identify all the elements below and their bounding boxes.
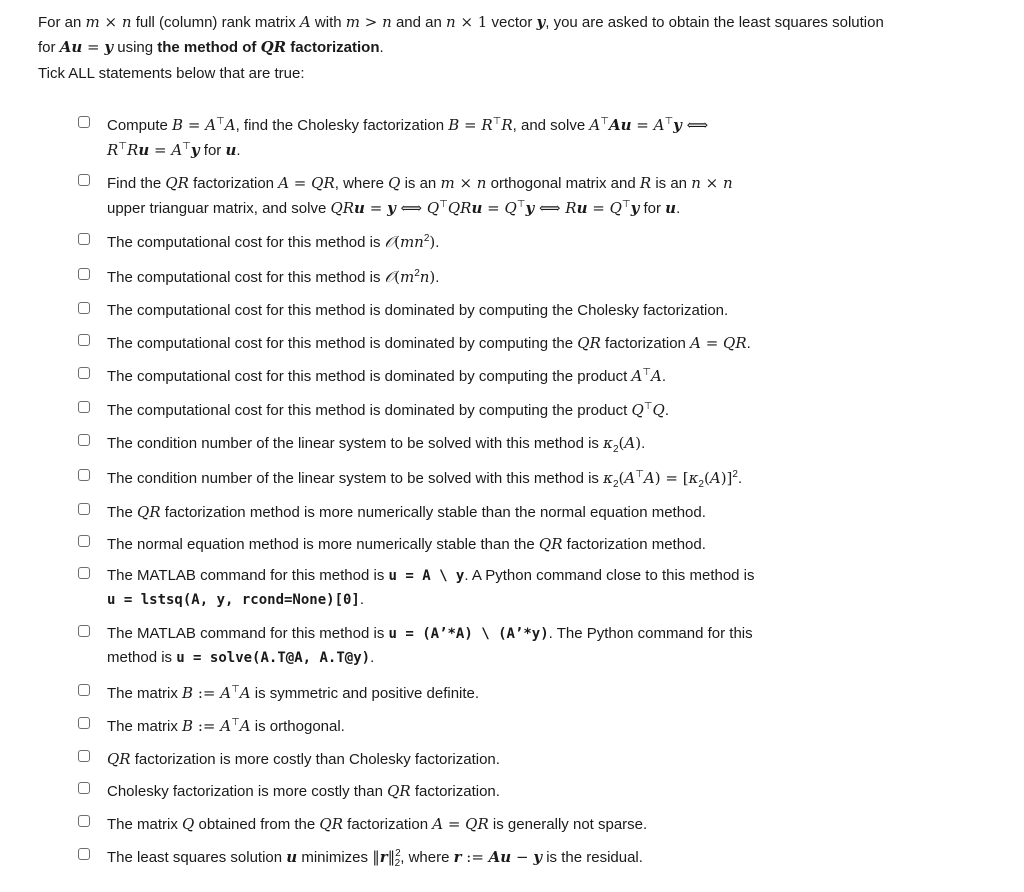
option-text: The matrix B := A⊤A is symmetric and positive definite.: [107, 684, 480, 702]
checkbox[interactable]: [78, 750, 90, 762]
option-text: The normal equation method is more numerically stable than the QR factorization method.: [107, 535, 706, 553]
option-text: Find the QR factorization A = QR, where Q is an m × n orthogonal matrix and R is an n × n upper trianguar matrix, and solve QRu = y ⟺ Q⊤QRu = Q⊤y ⟺ Ru = Q⊤y for u.: [107, 174, 733, 217]
checkbox[interactable]: [78, 174, 90, 186]
checkbox[interactable]: [78, 503, 90, 515]
option-text: The computational cost for this method is dominated by computing the product Q⊤Q.: [107, 401, 669, 419]
checkbox[interactable]: [78, 815, 90, 827]
checkbox[interactable]: [78, 625, 90, 637]
option-text: The matrix Q obtained from the QR factorization A = QR is generally not sparse.: [107, 815, 648, 833]
prompt-line-2: for Au = y using the method of QR factorization.: [38, 38, 384, 56]
checkbox[interactable]: [78, 367, 90, 379]
option-text: The QR factorization method is more numerically stable than the normal equation method.: [107, 503, 706, 521]
option-text: The matrix B := A⊤A is orthogonal.: [107, 717, 345, 735]
checkbox[interactable]: [78, 233, 90, 245]
checkbox[interactable]: [78, 782, 90, 794]
option-text: The MATLAB command for this method is u = (A’*A) \ (A’*y). The Python command for this method is u = solve(A.T@A, A.T@y).: [107, 625, 753, 666]
option-text: Cholesky factorization is more costly than QR factorization.: [107, 782, 500, 800]
checkbox[interactable]: [78, 567, 90, 579]
option-text: The MATLAB command for this method is u = A \ y. A Python command close to this method is u = lstsq(A, y, rcond=None)[0].: [107, 567, 755, 608]
checkbox[interactable]: [78, 848, 90, 860]
option-text: Compute B = A⊤A, find the Cholesky factorization B = R⊤R, and solve A⊤Au = A⊤y ⟺ R⊤Ru = A⊤y for u.: [107, 116, 709, 159]
checkbox[interactable]: [78, 401, 90, 413]
option-text: The least squares solution u minimizes ‖r‖$^2_2$, where r := Au − y is the residual.: [107, 848, 643, 869]
option-text: The condition number of the linear system to be solved with this method is $\kappa_2(A)$.: [107, 434, 646, 455]
option-text: The computational cost for this method is dominated by computing the Cholesky factorization.: [107, 302, 729, 319]
question-prompt: [38, 10, 998, 86]
checkbox[interactable]: [78, 434, 90, 446]
option-text: QR factorization is more costly than Cholesky factorization.: [107, 750, 500, 768]
checkbox[interactable]: [78, 684, 90, 696]
checkbox[interactable]: [78, 535, 90, 547]
instruction: Tick ALL statements below that are true:: [38, 65, 305, 82]
prompt-line-1: For an m × n full (column) rank matrix A with m > n and an n × 1 vector y, you are asked to obtain the least squares solution: [38, 13, 884, 31]
option-text: The computational cost for this method is dominated by computing the product A⊤A.: [107, 367, 667, 385]
option-text: The computational cost for this method is $𝒪(m^2n)$.: [107, 268, 440, 286]
checkbox[interactable]: [78, 717, 90, 729]
checkbox[interactable]: [78, 334, 90, 346]
checkbox[interactable]: [78, 116, 90, 128]
checkbox[interactable]: [78, 469, 90, 481]
option-text: The computational cost for this method is dominated by computing the QR factorization A = QR.: [107, 334, 751, 352]
option-text: The computational cost for this method is $𝒪(mn^2)$.: [107, 233, 440, 251]
option-text: The condition number of the linear system to be solved with this method is $\kappa_2(A^⊤A) = [\kappa_2(A)]^2$.: [107, 469, 743, 490]
checkbox[interactable]: [78, 268, 90, 280]
checkbox[interactable]: [78, 302, 90, 314]
